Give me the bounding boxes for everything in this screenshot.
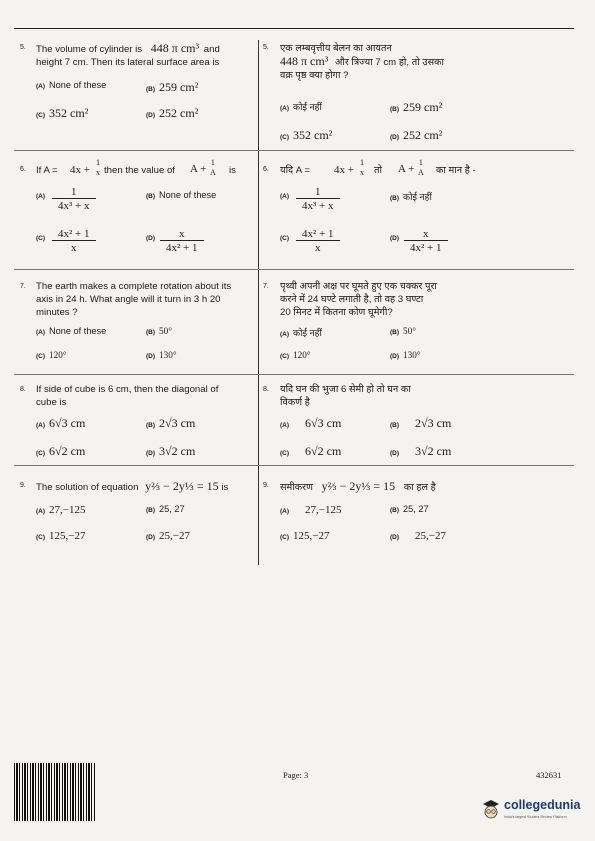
option-c[interactable] [36, 232, 49, 242]
question-text-hindi [280, 42, 550, 82]
fraction [354, 158, 370, 177]
option-text: 50° [159, 326, 172, 336]
option-letter: (B) [146, 193, 156, 200]
fraction-numerator: 4x² + 1 [58, 228, 90, 240]
question-number: 5. [20, 44, 26, 51]
q8-line1: If side of cube is 6 cm, then the diagonal of [36, 384, 219, 395]
option-text: 120° [49, 350, 67, 360]
option-text: 130° [159, 350, 177, 360]
fraction-denominator: A [418, 168, 424, 177]
option-b[interactable] [390, 100, 442, 115]
option-letter: (D) [390, 134, 400, 141]
fraction-denominator: A [210, 168, 216, 177]
logo-tagline: India's largest Student Review Platform [504, 815, 567, 819]
logo-text: collegedunia [504, 798, 581, 812]
q9-hi-post: का हल है [403, 482, 436, 493]
fraction-numerator: 1 [418, 158, 423, 167]
option-d-fraction [404, 228, 448, 254]
option-letter: (D) [390, 534, 400, 541]
option-letter: (C) [280, 534, 290, 541]
mascot-icon [482, 798, 500, 820]
separator [14, 269, 574, 270]
option-letter: (C) [36, 353, 46, 360]
q5-hi-line2: और त्रिज्या 7 cm हो, तो उसका [335, 57, 444, 68]
q8-hi-line1: यदि घन की भुजा 6 सेमी हो तो घन का [280, 384, 411, 395]
option-letter: (C) [36, 112, 46, 119]
option-text: 6√2 cm [49, 444, 86, 458]
option-text: 252 cm² [403, 128, 443, 142]
option-letter: (B) [146, 329, 156, 336]
option-letter: (C) [36, 450, 46, 457]
option-b[interactable] [146, 416, 195, 431]
option-d[interactable] [390, 350, 421, 360]
q7-hi-line1: पृथ्वी अपनी अक्ष पर घूमते हुए एक चक्कर पूरा [280, 281, 437, 292]
question-number: 5. [263, 44, 269, 51]
option-a[interactable] [280, 190, 293, 200]
option-text: 25,−27 [159, 530, 190, 542]
fraction-numerator: 1 [360, 158, 364, 167]
fraction-numerator: x [179, 228, 185, 240]
option-a[interactable] [280, 326, 322, 339]
option-letter: (B) [390, 195, 400, 202]
fraction [412, 158, 430, 177]
option-c-fraction [296, 228, 340, 254]
option-text: 130° [403, 350, 421, 360]
question-text-hindi [280, 280, 555, 319]
q6-hi-expr: 4x + [334, 164, 354, 176]
option-c-fraction [52, 228, 96, 254]
option-letter: (B) [146, 507, 156, 514]
option-letter: (D) [146, 353, 156, 360]
option-text: 259 cm² [403, 100, 443, 114]
q6-hi-post: का मान है - [436, 165, 476, 176]
q6-hi-prefix: यदि A = [280, 165, 310, 176]
q5-hi-line3: वक्र पृष्ठ क्या होगा ? [280, 70, 349, 81]
q5-line1: The volume of cylinder is [36, 44, 143, 55]
option-letter: (D) [390, 235, 400, 242]
option-c[interactable] [36, 444, 85, 459]
option-letter: (A) [36, 83, 46, 90]
option-d[interactable] [146, 106, 198, 121]
option-letter: (D) [146, 450, 156, 457]
option-c[interactable] [280, 350, 311, 360]
question-number: 9. [20, 482, 26, 489]
option-text: कोई नहीं [293, 328, 322, 338]
fraction-numerator: 1 [315, 186, 321, 198]
option-text: 25, 27 [159, 504, 185, 514]
option-letter: (B) [146, 422, 156, 429]
option-letter: (A) [280, 422, 290, 429]
option-text: 352 cm² [293, 128, 333, 142]
option-letter: (D) [146, 534, 156, 541]
option-a-fraction [52, 186, 96, 212]
q5-hi-volume: 448 π cm³ [280, 54, 329, 68]
question-text [36, 42, 258, 69]
option-text: 27,−125 [49, 504, 86, 516]
question-text-hindi [280, 383, 555, 409]
fraction-numerator: 1 [210, 158, 215, 167]
q9-post: is [221, 482, 229, 493]
fraction-denominator: x [52, 240, 96, 254]
option-letter: (A) [36, 329, 46, 336]
collegedunia-logo [482, 796, 582, 826]
option-a[interactable] [36, 416, 85, 431]
option-d[interactable] [146, 444, 195, 459]
option-letter: (D) [146, 112, 156, 119]
fraction-denominator: 4x³ + x [52, 198, 96, 212]
question-number: 6. [263, 166, 269, 173]
option-text: None of these [159, 190, 217, 200]
q7-hi-line2: करने में 24 घण्टे लगाती है, तो वह 3 घण्टा [280, 294, 424, 305]
option-text: 120° [293, 350, 311, 360]
option-text: 2√3 cm [415, 416, 452, 430]
option-letter: (C) [36, 235, 46, 242]
option-letter: (A) [280, 105, 290, 112]
option-c[interactable] [280, 128, 332, 143]
fraction-numerator: 4x² + 1 [302, 228, 334, 240]
question-text [36, 480, 228, 494]
option-text: 3√2 cm [159, 444, 196, 458]
fraction-denominator: x [360, 168, 364, 177]
option-text: 259 cm² [159, 80, 199, 94]
option-text: 125,−27 [49, 530, 86, 542]
option-text: कोई नहीं [403, 192, 432, 202]
option-c[interactable] [280, 444, 341, 459]
option-letter: (B) [390, 329, 400, 336]
q6-expr: 4x + [70, 164, 90, 176]
q6-prefix: If A = [36, 165, 58, 176]
q7-line2: axis in 24 h. What angle will it turn in 3 h 20 [36, 294, 221, 305]
option-text: 50° [403, 326, 416, 336]
option-b[interactable] [390, 504, 429, 514]
option-a-fraction [296, 186, 340, 212]
option-d[interactable] [390, 128, 442, 143]
option-a[interactable] [280, 416, 341, 431]
option-letter: (A) [36, 193, 46, 200]
option-letter: (A) [280, 508, 290, 515]
question-number: 7. [20, 283, 26, 290]
option-text: कोई नहीं [293, 102, 322, 112]
question-number: 9. [263, 482, 269, 489]
q5-hi-line1: एक लम्बवृत्तीय बेलन का आयतन [280, 43, 392, 54]
option-letter: (B) [390, 106, 400, 113]
q5-and: and [203, 44, 220, 55]
option-b[interactable] [390, 190, 432, 203]
fraction-numerator: 1 [96, 158, 100, 167]
option-letter: (A) [36, 422, 46, 429]
option-text: 27,−125 [305, 504, 342, 516]
column-divider [258, 40, 259, 565]
option-c[interactable] [36, 530, 86, 542]
q6-expr2: A + [190, 163, 207, 175]
fraction-denominator: x [96, 168, 100, 177]
q8-hi-line2: विकर्ण है [280, 397, 310, 408]
separator [14, 150, 574, 151]
option-letter: (A) [280, 193, 290, 200]
option-b[interactable] [146, 190, 216, 200]
q7-hi-line3: 20 मिनट में कितना कोण घूमेगी? [280, 307, 393, 318]
option-b[interactable] [146, 326, 172, 336]
option-text: 25, 27 [403, 504, 429, 514]
question-number: 8. [20, 386, 26, 393]
option-a[interactable] [280, 100, 322, 113]
q7-line3: minutes ? [36, 307, 78, 318]
option-d-fraction [160, 228, 204, 254]
option-text: 252 cm² [159, 106, 199, 120]
option-text: 2√3 cm [159, 416, 196, 430]
question-text-hindi [280, 480, 436, 494]
fraction [204, 158, 222, 177]
option-a[interactable] [36, 190, 49, 200]
option-letter: (D) [146, 235, 156, 242]
option-text: None of these [49, 80, 107, 90]
option-letter: (A) [36, 508, 46, 515]
option-text: 6√3 cm [305, 416, 342, 430]
q6-post: is [229, 165, 236, 176]
option-d[interactable] [390, 444, 451, 459]
question-number: 7. [263, 283, 269, 290]
option-text: 125,−27 [293, 530, 330, 542]
option-a[interactable] [36, 326, 106, 336]
option-text: 6√2 cm [305, 444, 342, 458]
fraction-denominator: 4x² + 1 [404, 240, 448, 254]
option-letter: (D) [390, 353, 400, 360]
option-letter: (B) [390, 422, 400, 429]
option-a[interactable] [280, 504, 342, 516]
option-b[interactable] [390, 326, 416, 336]
option-c[interactable] [280, 530, 330, 542]
q9-pre: The solution of equation [36, 482, 139, 493]
option-text: 6√3 cm [49, 416, 86, 430]
option-c[interactable] [36, 350, 67, 360]
q6-hi-expr2: A + [398, 163, 415, 175]
fraction-numerator: x [423, 228, 429, 240]
option-letter: (C) [280, 235, 290, 242]
page-number: Page: 3 [283, 770, 309, 780]
paper-code: 432631 [536, 770, 562, 780]
option-c[interactable] [280, 232, 293, 242]
option-letter: (D) [390, 450, 400, 457]
fraction-numerator: 1 [71, 186, 77, 198]
q7-line1: The earth makes a complete rotation about its [36, 281, 232, 292]
option-d[interactable] [146, 350, 177, 360]
q5-volume: 448 π cm³ [150, 41, 200, 55]
q9-hi-equation: y⅔ − 2y⅓ = 15 [321, 479, 396, 493]
question-text [36, 383, 258, 409]
option-d[interactable] [146, 232, 159, 242]
q8-line2: cube is [36, 397, 67, 408]
option-d[interactable] [390, 232, 403, 242]
question-text [36, 280, 258, 319]
separator [14, 465, 574, 466]
fraction-denominator: x [296, 240, 340, 254]
option-letter: (A) [280, 331, 290, 338]
q9-hi-pre: समीकरण [280, 482, 313, 493]
option-text: 25,−27 [415, 530, 446, 542]
option-letter: (B) [390, 507, 400, 514]
question-number: 8. [263, 386, 269, 393]
top-rule [14, 28, 574, 29]
option-letter: (C) [280, 450, 290, 457]
option-c[interactable] [36, 106, 88, 121]
option-b[interactable] [146, 80, 198, 95]
option-b[interactable] [390, 416, 451, 431]
barcode [14, 763, 96, 821]
option-text: 3√2 cm [415, 444, 452, 458]
option-letter: (B) [146, 86, 156, 93]
option-d[interactable] [390, 530, 446, 542]
option-letter: (C) [280, 353, 290, 360]
option-letter: (C) [36, 534, 46, 541]
q6-mid: then the value of [104, 165, 175, 176]
fraction-denominator: 4x² + 1 [160, 240, 204, 254]
option-a[interactable] [36, 504, 86, 516]
option-b[interactable] [146, 504, 185, 514]
option-d[interactable] [146, 530, 190, 542]
q5-line2: height 7 cm. Then its lateral surface area is [36, 57, 220, 68]
option-a[interactable] [36, 80, 106, 90]
option-letter: (C) [280, 134, 290, 141]
question-number: 6. [20, 166, 26, 173]
separator [14, 374, 574, 375]
q6-hi-mid: तो [374, 165, 382, 176]
option-text: 352 cm² [49, 106, 89, 120]
fraction-denominator: 4x³ + x [296, 198, 340, 212]
option-text: None of these [49, 326, 107, 336]
q9-equation: y⅔ − 2y⅓ = 15 [145, 479, 219, 493]
